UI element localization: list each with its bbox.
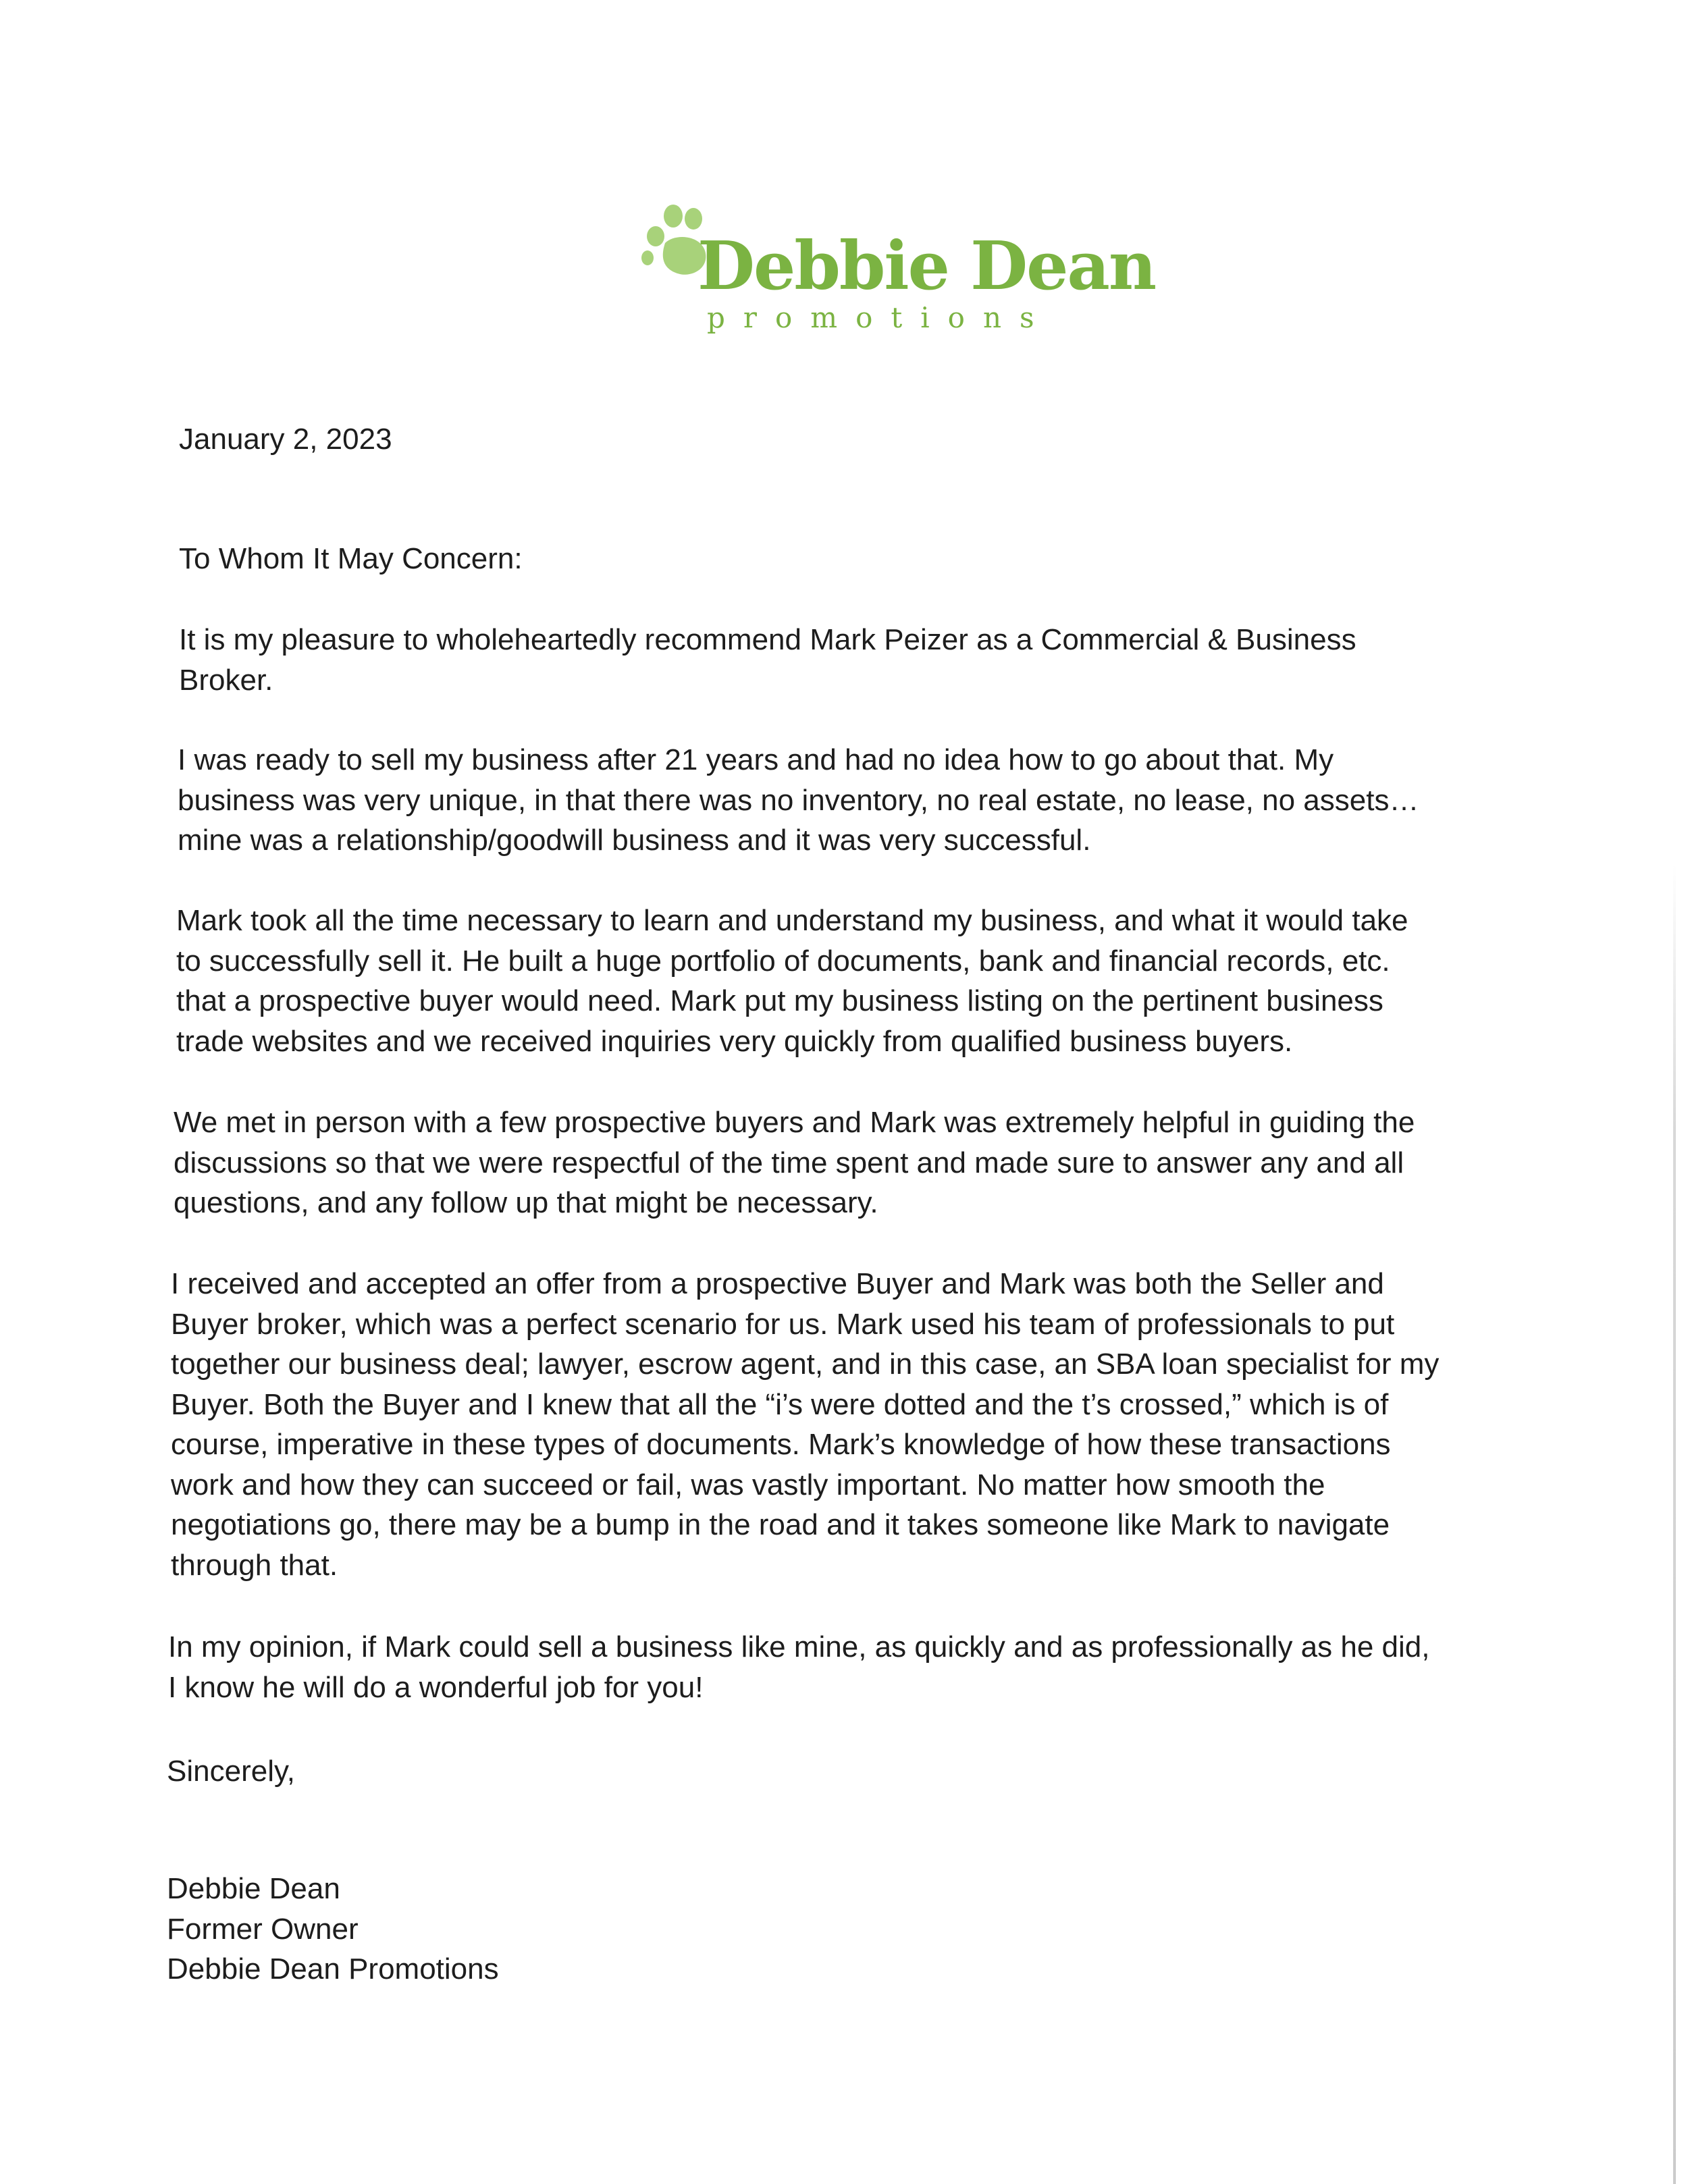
paragraph-line: Mark took all the time necessary to learn and understand my business, and what it would take	[176, 904, 1408, 937]
paragraph-5	[171, 1264, 1439, 1585]
paragraph-6	[168, 1627, 1429, 1707]
paragraph-line: I know he will do a wonderful job for you!	[168, 1670, 704, 1704]
paragraph-line: It is my pleasure to wholeheartedly recommend Mark Peizer as a Commercial & Business	[179, 623, 1356, 656]
paragraph-line: together our business deal; lawyer, escrow agent, and in this case, an SBA loan specialist for my	[171, 1348, 1440, 1381]
paragraph-line: In my opinion, if Mark could sell a business like mine, as quickly and as professionally as he did,	[168, 1630, 1430, 1663]
signature-title: Former Owner	[167, 1912, 359, 1946]
paragraph-line: Broker.	[179, 663, 273, 697]
paragraph-line: trade websites and we received inquiries very quickly from qualified business buyers.	[176, 1024, 1293, 1058]
logo-name: Debbie Dean	[697, 228, 1156, 305]
paragraph-2	[178, 740, 1419, 861]
signature-block	[167, 1869, 499, 1990]
paragraph-line: through that.	[171, 1548, 338, 1582]
paragraph-line: questions, and any follow up that might be necessary.	[174, 1186, 878, 1219]
letter-date: January 2, 2023	[179, 423, 392, 456]
signature-company: Debbie Dean Promotions	[167, 1952, 499, 1986]
paragraph-1	[179, 620, 1356, 700]
logo-subtitle: promotions	[707, 301, 1053, 334]
paragraph-line: I received and accepted an offer from a prospective Buyer and Mark was both the Seller and	[171, 1267, 1384, 1300]
paragraph-line: negotiations go, there may be a bump in the road and it takes someone like Mark to navigate	[171, 1508, 1390, 1541]
paragraph-line: We met in person with a few prospective buyers and Mark was extremely helpful in guiding the	[174, 1106, 1415, 1139]
paragraph-4	[174, 1102, 1415, 1223]
paragraph-3	[176, 901, 1408, 1061]
paragraph-line: business was very unique, in that there was no inventory, no real estate, no lease, no assets…	[178, 783, 1419, 817]
scan-edge-divider	[1673, 864, 1676, 2184]
company-logo	[638, 203, 1156, 338]
paragraph-line: mine was a relationship/goodwill business and it was very successful.	[178, 824, 1091, 857]
paragraph-line: course, imperative in these types of documents. Mark’s knowledge of how these transactions	[171, 1428, 1391, 1461]
paragraph-line: work and how they can succeed or fail, was vastly important. No matter how smooth the	[171, 1468, 1325, 1501]
paragraph-line: I was ready to sell my business after 21 years and had no idea how to go about that. My	[178, 743, 1334, 776]
paragraph-line: to successfully sell it. He built a huge portfolio of documents, bank and financial records, etc.	[176, 944, 1390, 978]
paragraph-line: Buyer. Both the Buyer and I knew that all the “i’s were dotted and the t’s crossed,” which is of	[171, 1387, 1389, 1421]
paragraph-line: that a prospective buyer would need. Mark put my business listing on the pertinent business	[176, 984, 1383, 1017]
letter-closing: Sincerely,	[167, 1755, 295, 1788]
paragraph-line: discussions so that we were respectful of the time spent and made sure to answer any and all	[174, 1146, 1404, 1179]
paragraph-line: Buyer broker, which was a perfect scenario for us. Mark used his team of professionals to put	[171, 1307, 1395, 1341]
signature-name: Debbie Dean	[167, 1872, 340, 1905]
letter-salutation: To Whom It May Concern:	[179, 542, 523, 575]
